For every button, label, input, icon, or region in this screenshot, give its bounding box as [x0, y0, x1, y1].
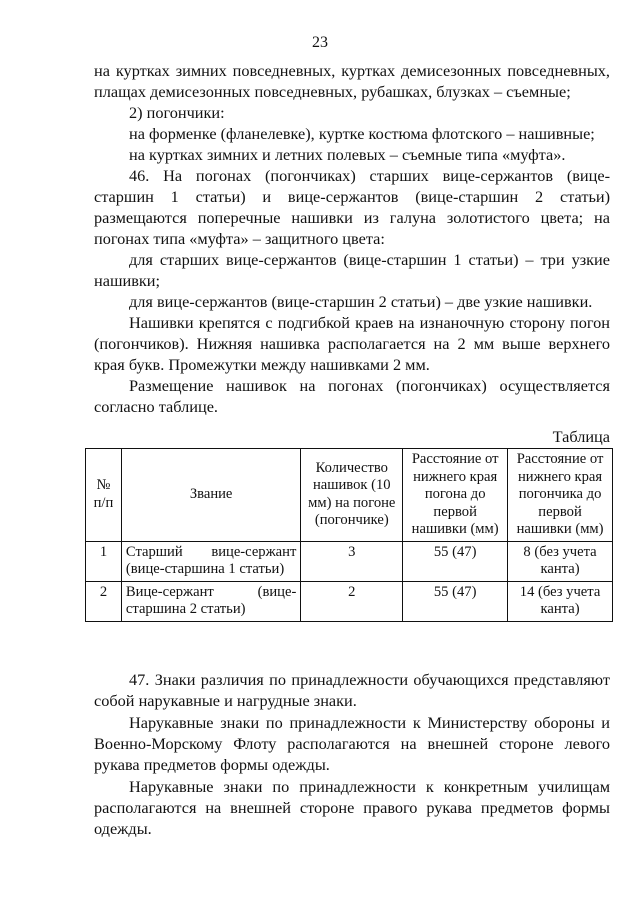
header-distance-pogonchik: Расстояние от нижнего края погончика до первой нашивки (мм)	[508, 449, 613, 542]
header-rank: Звание	[121, 449, 300, 542]
paragraph: Размещение нашивок на погонах (погончиках) осуществляется согласно таблице.	[94, 376, 610, 416]
header-distance-pogon: Расстояние от нижнего края погона до первой нашивки (мм)	[403, 449, 508, 542]
paragraph: Нашивки крепятся с подгибкой краев на изнаночную сторону погон (погончиков). Нижняя нашивка располагается на 2 мм выше верхнего края букв. Промежутки между нашивками 2 мм.	[94, 313, 610, 374]
cell-rank: Старший вице-сержант (вице-старшина 1 статьи)	[121, 541, 300, 581]
paragraph: для вице-сержантов (вице-старшин 2 статьи) – две узкие нашивки.	[129, 292, 593, 311]
paragraph: Нарукавные знаки по принадлежности к Министерству обороны и Военно-Морскому Флоту располагаются на внешней стороне левого рукава предметов формы одежды.	[94, 713, 610, 774]
cell-distance-pogonchik: 14 (без учета канта)	[508, 581, 613, 621]
table-row	[86, 581, 613, 621]
paragraph: для старших вице-сержантов (вице-старшин 1 статьи) – три узкие нашивки;	[94, 250, 610, 290]
body-text-bottom	[94, 669, 610, 839]
header-count: Количество нашивок (10 мм) на погоне (погончике)	[301, 449, 403, 542]
cell-rank: Вице-сержант (вице-старшина 2 статьи)	[121, 581, 300, 621]
body-text-top	[94, 60, 610, 417]
cell-count: 3	[301, 541, 403, 581]
cell-distance-pogon: 55 (47)	[403, 581, 508, 621]
paragraph: на форменке (фланелевке), куртке костюма флотского – нашивные;	[129, 124, 595, 143]
table-header-row	[86, 449, 613, 542]
table-row	[86, 541, 613, 581]
cell-number: 2	[86, 581, 122, 621]
table-label: Таблица	[552, 427, 610, 446]
paragraph: на куртках зимних и летних полевых – съемные типа «муфта».	[129, 145, 566, 164]
paragraph: на куртках зимних повседневных, куртках демисезонных повседневных, плащах демисезонных повседневных, рубашках, блузках – съемные;	[94, 61, 610, 101]
page-number: 23	[312, 34, 328, 51]
stripes-table	[85, 448, 613, 622]
paragraph: 46. На погонах (погончиках) старших вице-сержантов (вице-старшин 1 статьи) и вице-сержантов (вице-старшин 2 статьи) размещаются поперечные нашивки из галуна золотистого цвета; на погонах типа «муфта» – защитного цвета:	[94, 166, 610, 248]
paragraph: Нарукавные знаки по принадлежности к конкретным училищам располагаются на внешней стороне правого рукава предметов формы одежды.	[94, 777, 610, 838]
paragraph: 47. Знаки различия по принадлежности обучающихся представляют собой нарукавные и нагрудные знаки.	[94, 670, 610, 710]
cell-distance-pogonchik: 8 (без учета канта)	[508, 541, 613, 581]
header-number: № п/п	[86, 449, 122, 542]
cell-number: 1	[86, 541, 122, 581]
paragraph: 2) погончики:	[129, 103, 225, 122]
cell-distance-pogon: 55 (47)	[403, 541, 508, 581]
cell-count: 2	[301, 581, 403, 621]
